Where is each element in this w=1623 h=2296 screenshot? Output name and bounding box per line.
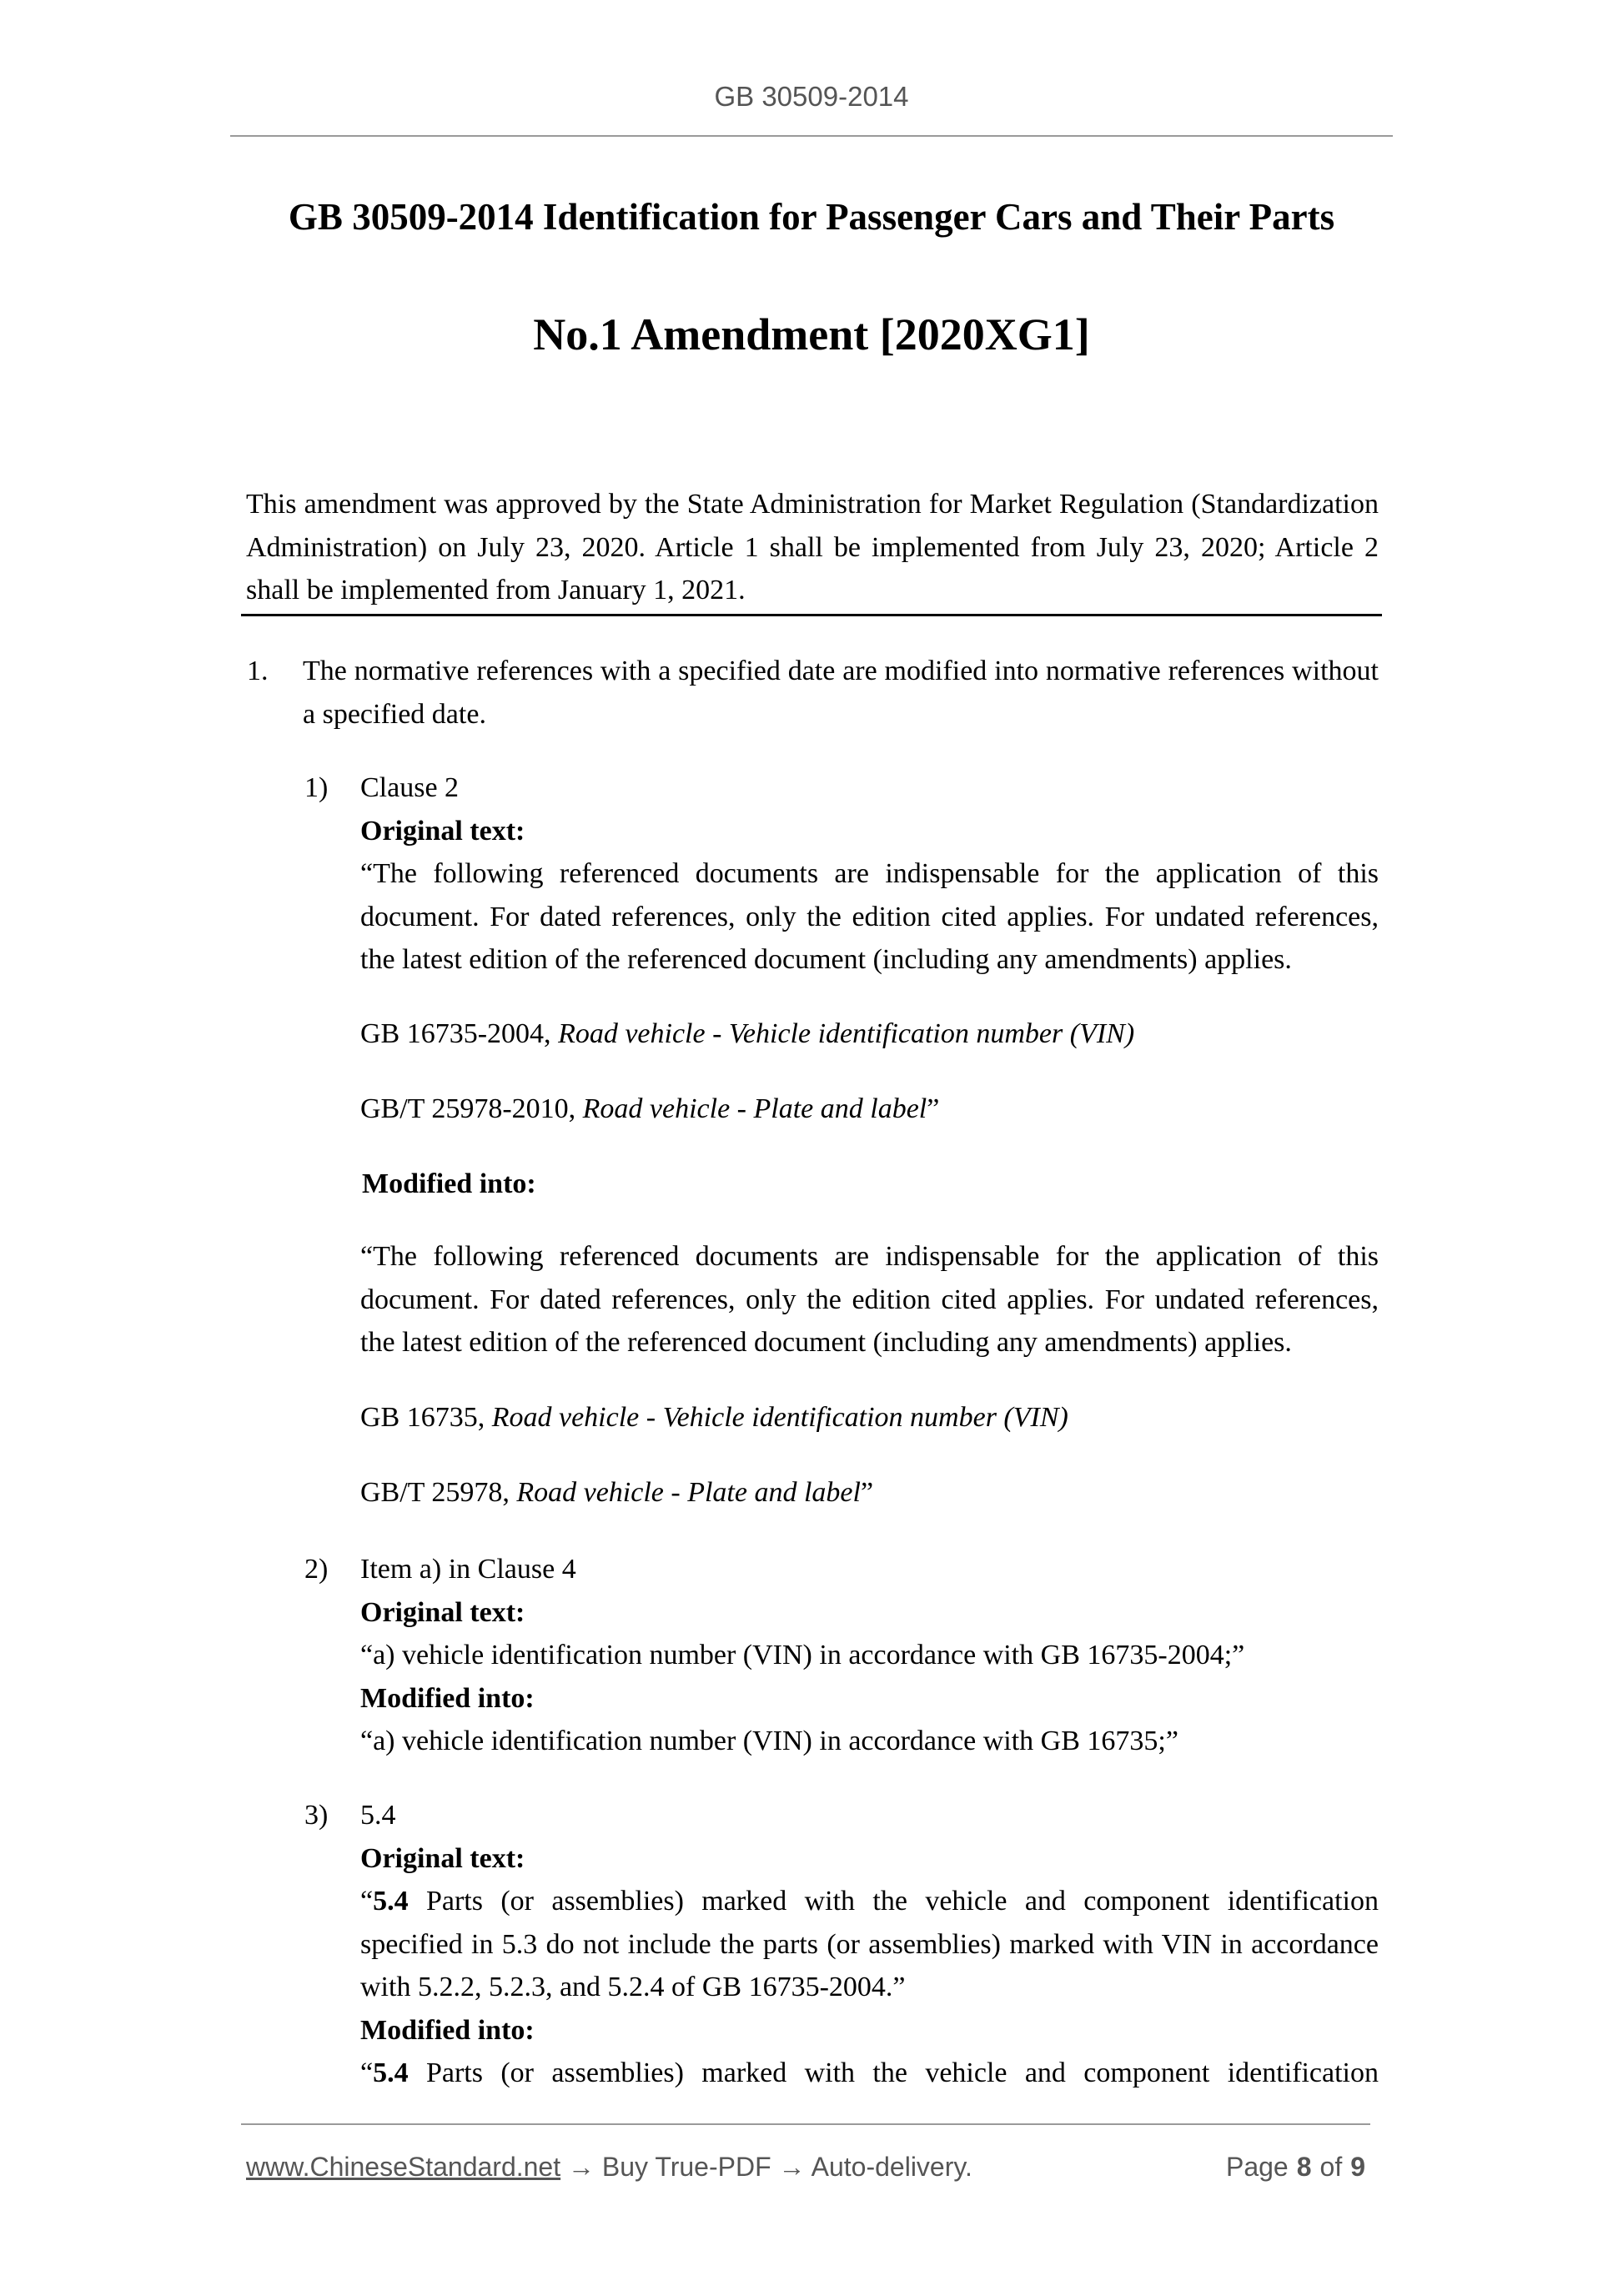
page-indicator: Page 8 of 9 [1225, 2152, 1365, 2182]
item-target: Clause 2 [360, 772, 460, 803]
clause-number: 5.4 [373, 2057, 409, 2088]
modified-reference [360, 1471, 1379, 1515]
delivery-text: Auto-delivery. [811, 2152, 972, 2182]
item-clause-4 [360, 1548, 1379, 1763]
header-divider [230, 135, 1393, 137]
modified-text: “a) vehicle identification number (VIN) in accordance with GB 16735;” [360, 1726, 1178, 1756]
item-number: 1) [304, 772, 329, 803]
modified-label: Modified into: [360, 1682, 535, 1714]
current-page: 8 [1296, 2152, 1312, 2182]
original-text: “a) vehicle identification number (VIN) in accordance with GB 16735-2004;” [360, 1640, 1245, 1671]
original-label: Original text: [360, 1596, 525, 1628]
footer-divider [241, 2123, 1370, 2125]
document-title: GB 30509-2014 Identification for Passenger Cars and Their Parts [288, 196, 1335, 238]
reference-title: Road vehicle - Plate and label [582, 1093, 927, 1124]
closing-quote: ” [860, 1477, 874, 1508]
item-clause-2 [360, 766, 1379, 982]
total-pages: 9 [1350, 2152, 1365, 2182]
running-header: GB 30509-2014 [714, 81, 909, 112]
item-number: 3) [304, 1800, 329, 1831]
footer-promo [246, 2150, 972, 2183]
item-number: 2) [304, 1554, 329, 1585]
clause-number: 5.4 [373, 1886, 409, 1917]
original-text: “5.4 Parts (or assemblies) marked with the vehicle and component identification specified in 5.3 do not include the parts (or assemblies) marked with VIN in accordance with 5.2.2, 5.2.3, and 5.2.4 of GB 16735-2004.” [360, 1886, 1379, 2002]
modified-label: Modified into: [360, 2014, 535, 2046]
modified-reference [360, 1396, 1379, 1439]
original-reference [360, 1012, 1379, 1056]
amendment-title: No.1 Amendment [2020XG1] [533, 309, 1090, 359]
article-number: 1. [247, 656, 269, 686]
original-reference [360, 1088, 1379, 1131]
original-label: Original text: [360, 815, 525, 847]
original-label: Original text: [360, 1842, 525, 1874]
arrow-right-icon: → [778, 2152, 806, 2182]
original-text: “The following referenced documents are indispensable for the application of this document. For dated references, only the edition cited applies. For undated references, the latest edition of the referenced document (including any amendments) applies. [360, 858, 1379, 975]
closing-quote: ” [927, 1093, 940, 1124]
approval-paragraph: This amendment was approved by the State Administration for Market Regulation (Standardization Administration) on July 23, 2020. Article 1 shall be implemented from July 23, 2020; Article 2 shall be implemented from January 1, 2021. [246, 489, 1379, 605]
reference-title: Road vehicle - Vehicle identification number (VIN) [558, 1018, 1135, 1049]
reference-title: Road vehicle - Plate and label [516, 1477, 861, 1508]
arrow-right-icon: → [568, 2152, 595, 2182]
reference-code: GB 16735, [360, 1402, 492, 1433]
article-text: The normative references with a specified date are modified into normative references without a specified date. [303, 656, 1379, 730]
modified-label: Modified into: [362, 1168, 536, 1199]
item-clause-5-4 [360, 1794, 1379, 2095]
item-target: 5.4 [360, 1800, 396, 1831]
modified-text: “5.4 Parts (or assemblies) marked with the vehicle and component identification [360, 2057, 1379, 2088]
intro-divider [241, 614, 1382, 616]
reference-code: GB 16735-2004, [360, 1018, 559, 1049]
buy-text: Buy True-PDF [601, 2152, 771, 2182]
website-link[interactable]: www.ChineseStandard.net [246, 2152, 561, 2182]
reference-title: Road vehicle - Vehicle identification number (VIN) [491, 1402, 1068, 1433]
reference-code: GB/T 25978, [360, 1477, 517, 1508]
item-target: Item a) in Clause 4 [360, 1554, 576, 1585]
modified-text: “The following referenced documents are indispensable for the application of this document. For dated references, only the edition cited applies. For undated references, the latest edition of the referenced document (including any amendments) applies. [360, 1241, 1379, 1358]
reference-code: GB/T 25978-2010, [360, 1093, 583, 1124]
